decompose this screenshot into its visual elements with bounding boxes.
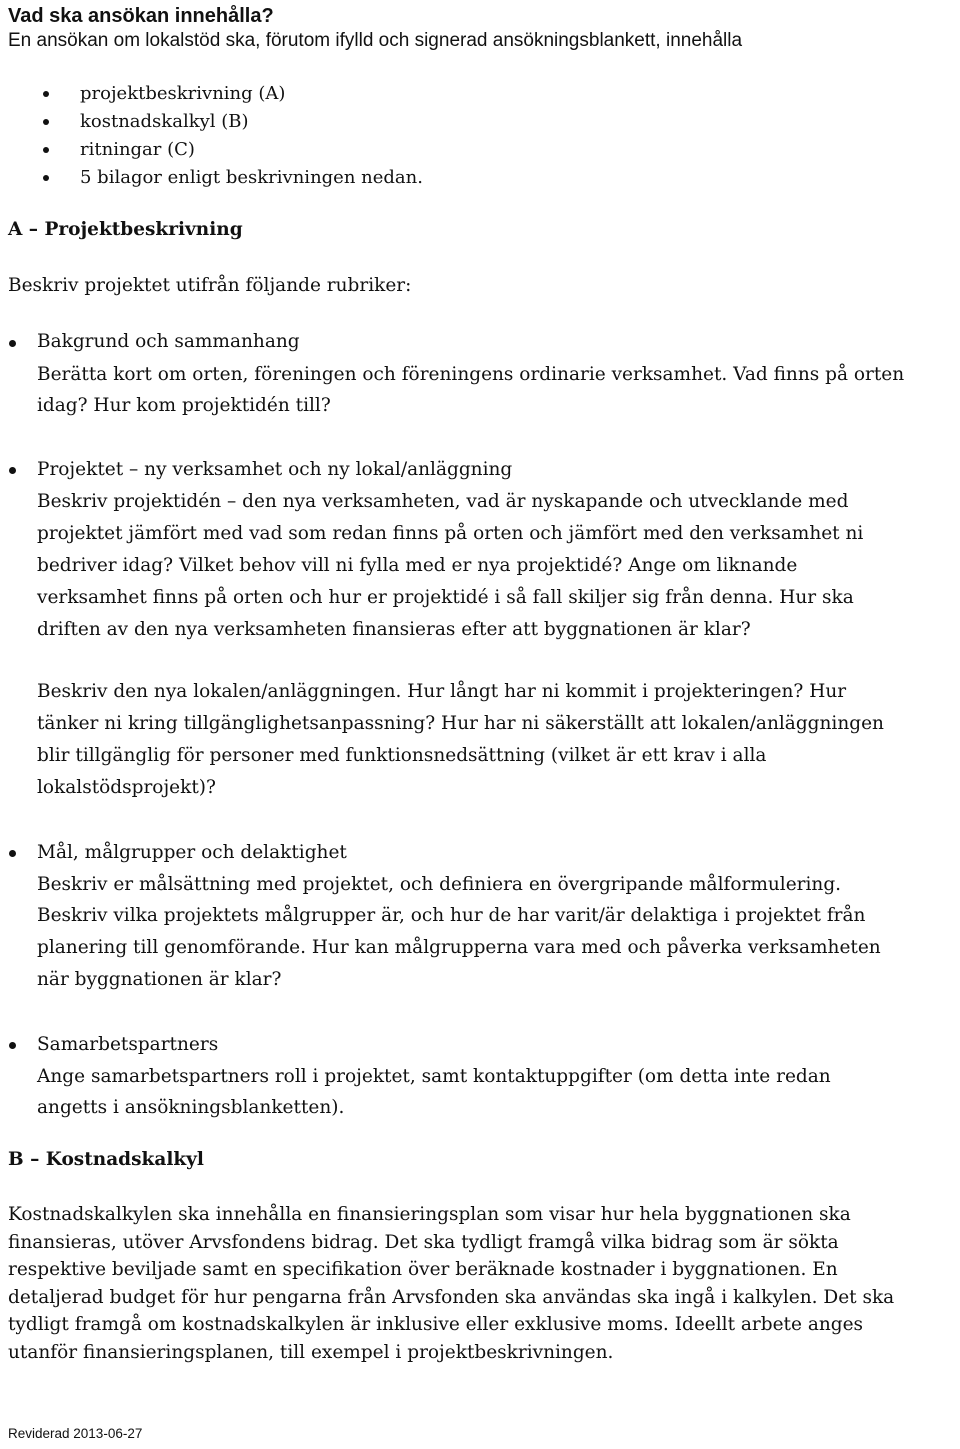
section-a-lead: Beskriv projektet utifrån följande rubriker: — [8, 275, 412, 296]
item-text: Beskriv er målsättning med projektet, och definiera en övergripande målformulering. — [37, 874, 842, 895]
item-text: projektet jämfört med vad som redan finns på orten och jämfört med den verksamhet ni — [37, 523, 864, 544]
item-text: bedriver idag? Vilket behov vill ni fylla med er nya projektidé? Ange om liknande — [37, 555, 798, 576]
item-text: Beskriv den nya lokalen/anläggningen. Hur långt har ni kommit i projekteringen? Hur — [37, 681, 847, 702]
section-b-text: utanför finansieringsplanen, till exempel i projektbeskrivningen. — [8, 1342, 614, 1363]
bullet-icon — [9, 1042, 16, 1049]
item-title: Mål, målgrupper och delaktighet — [37, 842, 347, 863]
section-b-heading: B – Kostnadskalkyl — [8, 1149, 204, 1170]
bullet-icon — [9, 467, 16, 474]
bullet-icon — [43, 147, 49, 153]
bullet-icon — [9, 850, 16, 857]
page-title: Vad ska ansökan innehålla? — [8, 5, 274, 27]
section-b-text: tydligt framgå om kostnadskalkylen är inklusive eller exklusive moms. Ideellt arbete anges — [8, 1314, 864, 1335]
item-title: Bakgrund och sammanhang — [37, 331, 300, 352]
bullet-icon — [9, 340, 16, 347]
revision-footer: Reviderad 2013-06-27 — [8, 1426, 143, 1441]
intro-text: En ansökan om lokalstöd ska, förutom ifylld och signerad ansökningsblankett, innehålla — [8, 30, 743, 51]
item-text: Ange samarbetspartners roll i projektet, samt kontaktuppgifter (om detta inte redan — [37, 1066, 831, 1087]
item-text: tänker ni kring tillgänglighetsanpassning? Hur har ni säkerställt att lokalen/anläggningen — [37, 713, 884, 734]
item-text: lokalstödsprojekt)? — [37, 777, 216, 798]
bullet-icon — [43, 91, 49, 97]
list-item: kostnadskalkyl (B) — [80, 111, 249, 132]
list-item: projektbeskrivning (A) — [80, 83, 286, 104]
section-b-text: detaljerad budget för hur pengarna från Arvsfonden ska användas ska ingå i kalkylen. Det ska — [8, 1287, 895, 1308]
item-title: Projektet – ny verksamhet och ny lokal/anläggning — [37, 459, 513, 480]
item-text: Beskriv vilka projektets målgrupper är, och hur de har varit/är delaktiga i projektet från — [37, 905, 866, 926]
item-text: angetts i ansökningsblanketten). — [37, 1097, 345, 1118]
section-b-text: finansieras, utöver Arvsfondens bidrag. Det ska tydligt framgå vilka bidrag som är sökta — [8, 1232, 839, 1253]
item-text: verksamhet finns på orten och hur er projektidé i så fall skiljer sig från denna. Hur ska — [37, 587, 854, 608]
item-text: Beskriv projektidén – den nya verksamheten, vad är nyskapande och utvecklande med — [37, 491, 849, 512]
list-item: ritningar (C) — [80, 139, 195, 160]
section-a-heading: A – Projektbeskrivning — [8, 219, 243, 240]
bullet-icon — [43, 175, 49, 181]
item-text: Berätta kort om orten, föreningen och föreningens ordinarie verksamhet. Vad finns på orten — [37, 364, 905, 385]
list-item: 5 bilagor enligt beskrivningen nedan. — [80, 167, 423, 188]
item-text: driften av den nya verksamheten finansieras efter att byggnationen är klar? — [37, 619, 751, 640]
item-text: blir tillgänglig för personer med funktionsnedsättning (vilket är ett krav i alla — [37, 745, 767, 766]
item-text: när byggnationen är klar? — [37, 969, 282, 990]
item-text: idag? Hur kom projektidén till? — [37, 395, 331, 416]
item-text: planering till genomförande. Hur kan målgrupperna vara med och påverka verksamheten — [37, 937, 881, 958]
section-b-text: Kostnadskalkylen ska innehålla en finansieringsplan som visar hur hela byggnationen ska — [8, 1204, 851, 1225]
item-title: Samarbetspartners — [37, 1034, 219, 1055]
bullet-icon — [43, 119, 49, 125]
section-b-text: respektive beviljade samt en specifikation över beräknade kostnader i byggnationen. En — [8, 1259, 838, 1280]
